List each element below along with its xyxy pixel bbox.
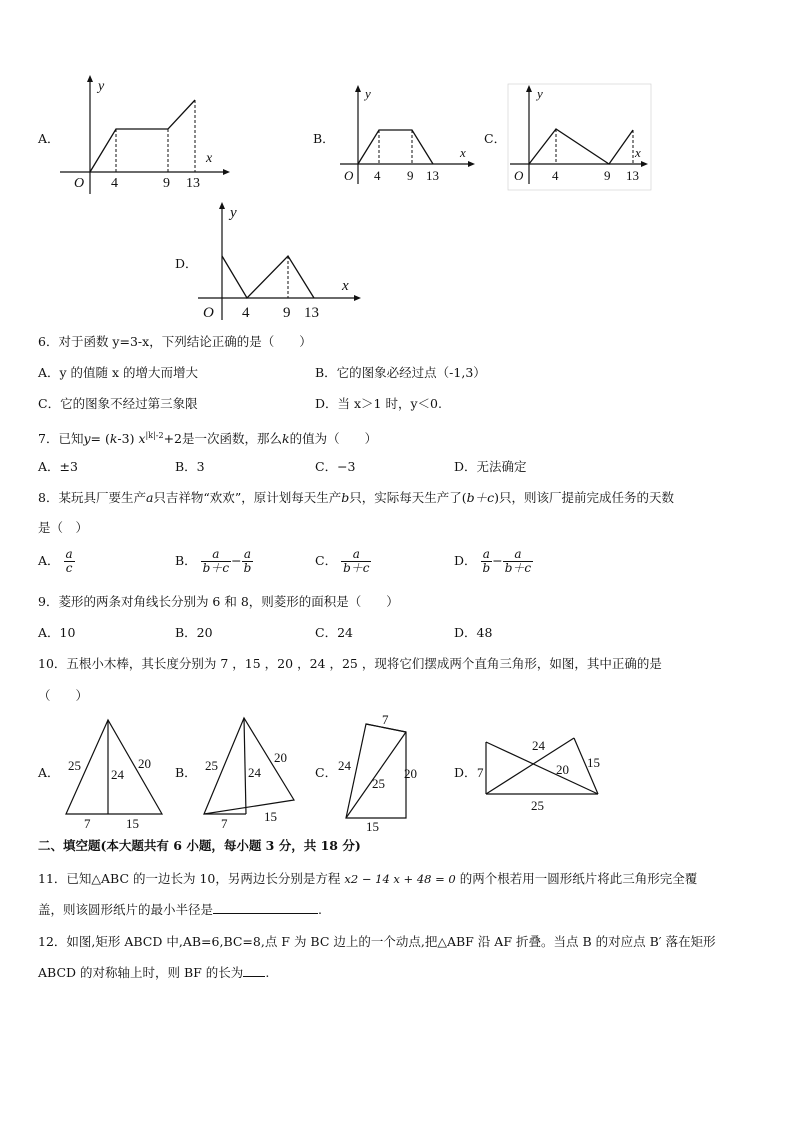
q8-option-a: [38, 548, 75, 575]
q8-stem: [38, 490, 674, 506]
q7-option-c: C．−3: [315, 459, 356, 474]
graph-a-tick-4: 4: [111, 176, 118, 191]
graph-b-tick-4: 4: [374, 168, 381, 183]
graph-a-tick-13: 13: [186, 176, 200, 191]
graph-c-origin: O: [514, 168, 524, 183]
q8-p2: 只吉祥物“欢欢”，原计划每天生产: [153, 490, 342, 505]
graph-a-tick-9: 9: [163, 176, 170, 191]
q8-stem-line2: 是（ ）: [38, 520, 89, 535]
q7-formula-plus: +2: [163, 431, 182, 447]
q8-a-label: A．: [38, 553, 60, 568]
q8-d-label: D．: [454, 553, 477, 568]
fig-c-24: 24: [338, 758, 351, 773]
fig-c-15: 15: [366, 819, 379, 834]
q7-formula-m3: -3): [117, 431, 135, 447]
q5-option-c-label: C．: [484, 131, 507, 146]
q7-formula-y: y: [83, 431, 91, 447]
q11-stem: [38, 871, 697, 887]
graph-d-tick-4: 4: [242, 305, 250, 321]
q7-formula-eq: = (: [90, 431, 110, 447]
graph-c-tick-4: 4: [552, 168, 559, 183]
fig-b-25: 25: [205, 758, 218, 773]
q8-b-label: B．: [175, 553, 197, 568]
graph-b-x-label: x: [460, 145, 466, 160]
q9-option-b: B．20: [175, 625, 213, 640]
graph-b-y-label: y: [365, 86, 371, 101]
fig-c-20: 20: [404, 766, 417, 781]
q11-p2: 的两个根若用一圆形纸片将此三角形完全覆: [459, 871, 698, 886]
fig-a-7: 7: [84, 816, 91, 831]
graph-a-y-label: y: [98, 79, 105, 94]
graph-d-origin: O: [203, 305, 214, 321]
q7-formula-k: k: [109, 431, 118, 447]
q10-option-a-label: A．: [38, 765, 60, 780]
q7-mid: 是一次函数，那么: [182, 431, 283, 447]
q5-graph-c: [508, 84, 653, 192]
q11-equation: x2 − 14 x + 48 = 0: [344, 872, 456, 886]
q11-p1: 11．已知△ABC 的一边长为 10，另两边长分别是方程: [38, 871, 341, 886]
fig-a-24: 24: [111, 767, 124, 782]
q12-answer-blank[interactable]: [243, 965, 265, 977]
fig-b-20: 20: [274, 750, 287, 765]
q6-stem: 6．对于函数 y=3-x，下列结论正确的是（ ）: [38, 334, 312, 349]
q5-graph-d: [196, 200, 366, 325]
q10-figure-c: [336, 710, 426, 835]
q11-answer-blank[interactable]: [213, 902, 318, 914]
graph-c-tick-9: 9: [604, 168, 611, 183]
q10-option-c-label: C．: [315, 765, 338, 780]
graph-d-y-label: y: [230, 205, 237, 221]
q12-line2: ABCD 的对称轴上时，则 BF 的长为: [38, 965, 244, 980]
graph-b-tick-13: 13: [426, 168, 439, 183]
q8-p3: 只，实际每天生产了(: [349, 490, 467, 505]
q7-option-d: D．无法确定: [454, 459, 527, 474]
q7-formula-exp: |k|-2: [145, 431, 164, 440]
graph-c-x-label: x: [635, 145, 641, 160]
q11-stem-line2: 盖，则该圆形纸片的最小半径是 .: [38, 902, 322, 917]
graph-d-tick-13: 13: [304, 305, 319, 321]
graph-c-y-label: y: [537, 86, 543, 101]
q6-option-a: A．y 的值随 x 的增大而增大: [38, 365, 199, 380]
q9-option-c: C．24: [315, 625, 353, 640]
q9-option-d: D．48: [454, 625, 493, 640]
section-2-heading: 二、填空题(本大题共有 6 小题，每小题 3 分，共 18 分): [38, 838, 361, 853]
q8-p1: 8．某玩具厂要生产: [38, 490, 146, 505]
q11-line2: 盖，则该圆形纸片的最小半径是: [38, 902, 214, 917]
q12-stem-line2: ABCD 的对称轴上时，则 BF 的长为 .: [38, 965, 270, 980]
fig-c-25: 25: [372, 776, 385, 791]
fig-d-20: 20: [556, 762, 569, 777]
q5-option-a-label: A．: [38, 131, 60, 146]
q7-option-b: B．3: [175, 459, 205, 474]
q9-option-a: A．10: [38, 625, 76, 640]
fig-b-15: 15: [264, 809, 277, 824]
q8-option-c: C． $\frac{a}{b+c}$: [315, 547, 370, 575]
graph-a-x-label: x: [206, 151, 213, 166]
q7-k: k: [282, 431, 290, 447]
fig-d-25: 25: [531, 798, 544, 813]
fig-a-25: 25: [68, 758, 81, 773]
q10-paren: （ ）: [38, 688, 89, 703]
q7-formula-x: x: [138, 431, 146, 447]
q8-a: a: [145, 490, 154, 505]
graph-c-tick-13: 13: [626, 168, 639, 183]
fig-a-20: 20: [138, 756, 151, 771]
q7-stem: [38, 428, 377, 447]
q10-option-d-label: D．: [454, 765, 477, 780]
q5-option-b-label: B．: [313, 131, 335, 146]
q10-figure-a: [60, 712, 170, 832]
q7-num: 7．已知: [38, 431, 84, 447]
q12-stem: 12．如图,矩形 ABCD 中,AB=6,BC=8,点 F 为 BC 边上的一个动点,把△ABF 沿 AF 折叠。当点 B 的对应点 B′ 落在矩形: [38, 934, 716, 949]
graph-a-origin: O: [74, 176, 85, 191]
q10-stem: 10．五根小木棒，其长度分别为 7 ，15 ，20 ，24 ，25 ，现将它们摆成两个直角三角形，如图，其中正确的是: [38, 656, 662, 671]
q8-bc: b＋c: [466, 490, 495, 505]
graph-b-origin: O: [344, 168, 354, 183]
fig-c-7: 7: [382, 712, 389, 727]
q10-option-b-label: B．: [175, 765, 197, 780]
fig-b-24: 24: [248, 765, 261, 780]
q5-graph-a: [58, 74, 228, 199]
q5-graph-b: [338, 84, 478, 192]
q8-c-label: C．: [315, 553, 338, 568]
q8-p4: )只，则该厂提前完成任务的天数: [494, 490, 675, 505]
q5-option-d-label: D．: [175, 256, 198, 271]
q6-option-b: B．它的图象必经过点（-1,3）: [315, 365, 486, 380]
q8-a-fraction: $\frac{a}{c}$: [65, 547, 73, 575]
q7-option-a: A．±3: [38, 459, 78, 474]
q10-figure-b: [198, 712, 308, 832]
q8-option-b: B． $\frac{a}{b+c}$ − $\frac{a}{b}$: [175, 547, 252, 575]
fig-d-24: 24: [532, 738, 545, 753]
q8-b: b: [341, 490, 350, 505]
q6-option-c: C．它的图象不经过第三象限: [38, 396, 198, 411]
fig-d-15: 15: [587, 755, 600, 770]
graph-d-x-label: x: [342, 278, 349, 294]
fig-a-15: 15: [126, 816, 139, 831]
graph-b-tick-9: 9: [407, 168, 414, 183]
q8-option-d: D． $\frac{a}{b}$ − $\frac{a}{b+c}$: [454, 547, 532, 575]
q6-option-d: D．当 x＞1 时，y＜0.: [315, 396, 442, 411]
graph-d-tick-9: 9: [283, 305, 291, 321]
fig-d-7: 7: [477, 765, 484, 780]
q9-stem: 9．菱形的两条对角线长分别为 6 和 8，则菱形的面积是（ ）: [38, 594, 399, 609]
fig-b-7: 7: [221, 816, 228, 831]
q10-figure-d: [474, 730, 614, 813]
q7-tail: 的值为（ ）: [289, 431, 378, 447]
